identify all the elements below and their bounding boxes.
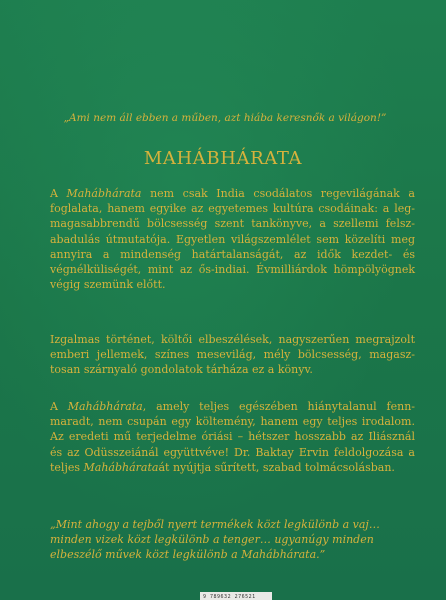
barcode-label [200,592,272,600]
cover-motto: „Ami nem áll ebben a műben, azt hiába keresnők a világon!” [63,112,387,124]
p3-part-a: A [50,400,68,413]
p3-title-ref-1: Mahábhárata [67,400,143,413]
description-paragraph-1 [50,186,415,292]
p1-part-a: A [50,187,67,200]
description-paragraph-3 [50,399,415,475]
p1-part-c: nem csak India csodálatos regevilágának a foglalata, hanem egyike az egyetemes kultúra csodáinak: a legmagasabbrendű bölcsesség szent tankönyve, a szellemi felszabadulás útmutatója. Egyetlen világszemlélet sem közelíti meg annyira a mindenség határtalanságát, az idők kezdet- és végnélküliségét, mint az ős-indiai. Évmilliárdok hömpölyögnek végig szemünk előtt. [50,187,415,292]
p1-title-ref: Mahábhárata [66,187,142,200]
book-title: MAHÁBHÁRATA [143,148,303,169]
p3-part-e: át nyújtja sűrített, szabad tolmácsolásban. [158,460,395,474]
barcode-number: 9 789632 276521 [203,594,256,600]
description-paragraph-2: Izgalmas történet, költői elbeszélések, nagyszerűen megrajzolt emberi jellemek, színes mesevilág, mély bölcsesség, magasztosan szárnyaló gondolatok tárháza ez a könyv. [50,333,415,377]
closing-quote: „Mint ahogy a tejből nyert termékek közt legkülönb a vaj… minden vizek közt legkülönb a tenger… ugyanúgy minden elbeszélő művek közt legkülönb a Mahábhárata.” [50,518,380,562]
p3-part-c: , amely teljes egészében hiánytalanul fennmaradt, nem csupán egy költemény, hanem egy teljes irodalom. Az eredeti mű terjedelme óriási – hétszer hosszabb az Iliásznál és az Odüsszeiánál együttvéve! Dr. Baktay Ervin feldolgozása a teljes [50,400,415,474]
p3-title-ref-2: Mahábhárata [83,460,159,474]
